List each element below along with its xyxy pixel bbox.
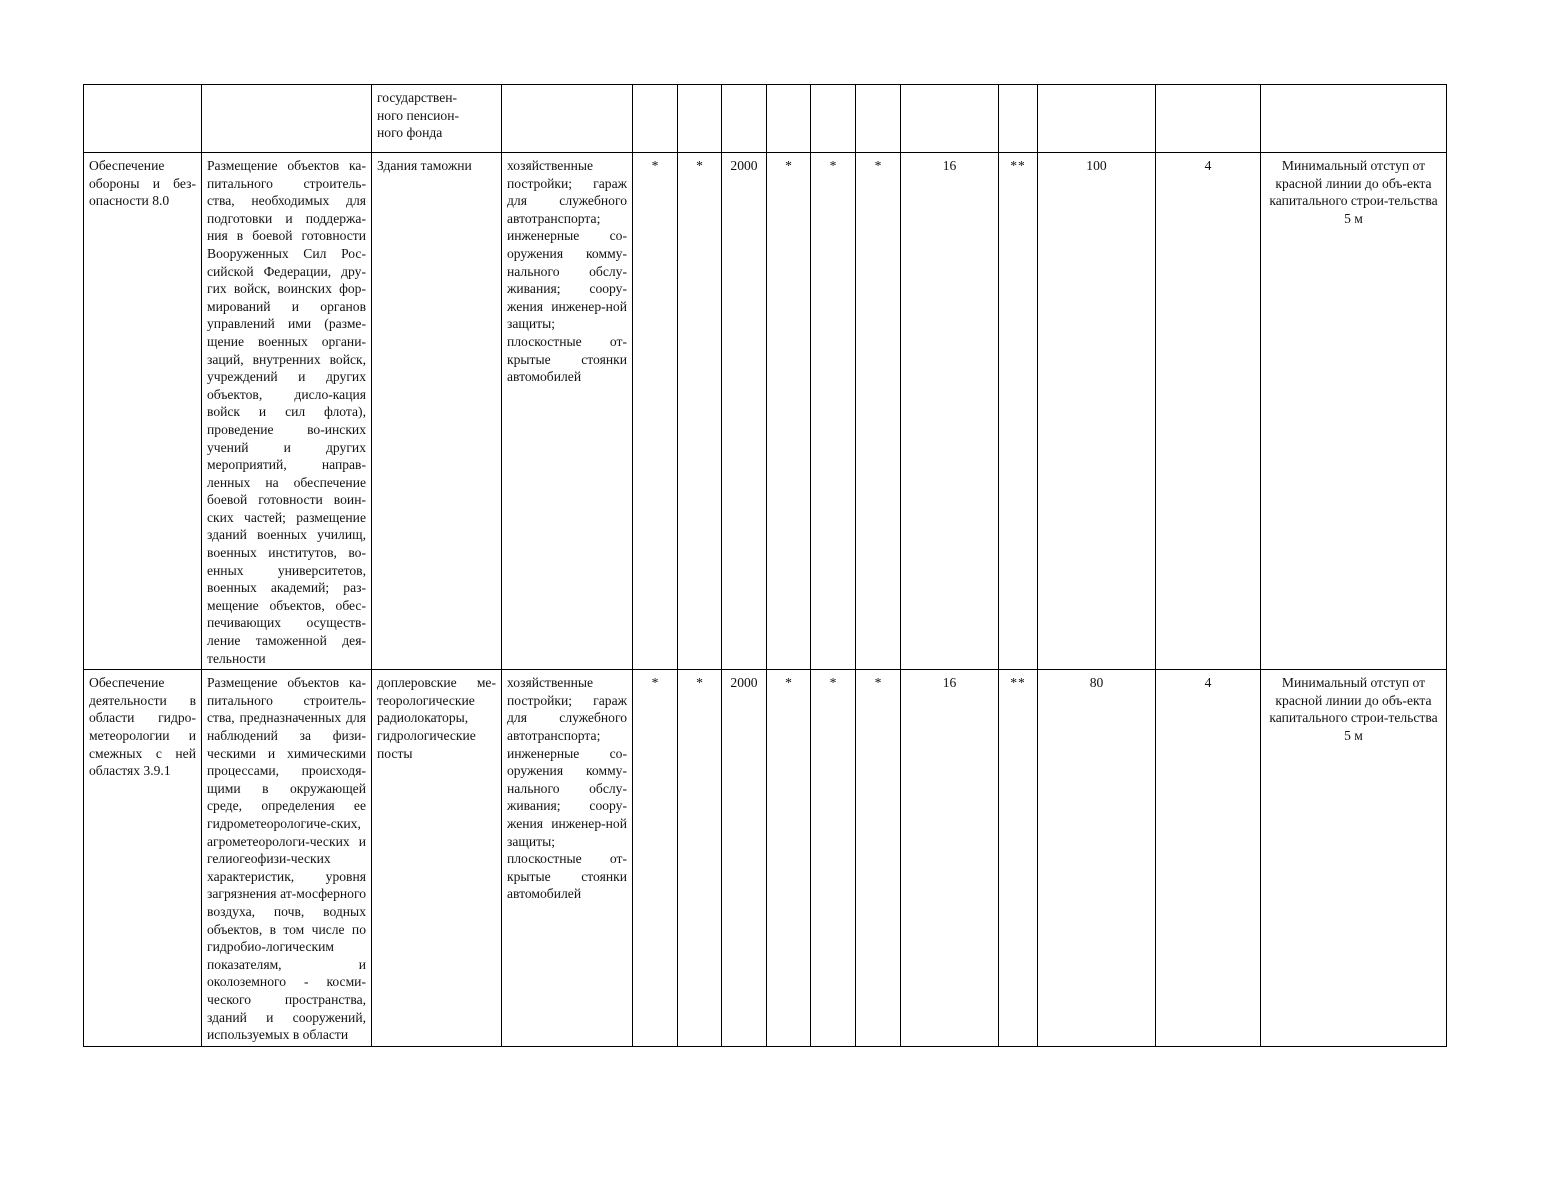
param-cell-5: * [633,153,678,670]
param-cell-7: 2000 [722,670,767,1046]
notes-cell: Минимальный отступ от красной линии до объ-екта капитального строи-тельства 5 м [1261,153,1447,670]
notes-cell [1261,85,1447,153]
regulations-table [83,84,1447,1047]
param-cell-5 [633,85,678,153]
auxiliary-use-cell [502,85,633,153]
param-cell-11: 16 [901,153,999,670]
table-row [84,85,1447,153]
param-cell-14 [1156,85,1261,153]
param-cell-10 [856,85,901,153]
param-cell-11 [901,85,999,153]
param-cell-12: ** [999,670,1038,1046]
param-cell-14: 4 [1156,670,1261,1046]
main-use-cell: доплеровские ме-теорологические радиолокаторы, гидрологические посты [372,670,502,1046]
param-cell-10: * [856,153,901,670]
param-cell-12 [999,85,1038,153]
param-cell-11: 16 [901,670,999,1046]
param-cell-12: ** [999,153,1038,670]
description-cell: Размещение объектов ка-питального строитель-ства, предназначенных для наблюдений за физи-ческими и химическими процессами, происходя-щими в окружающей среде, определения ее гидрометеорологиче-ских, агрометеорологи-ческих и гелиогеофизи-ческих характеристик, уровня загрязнения ат-мосферного воздуха, почв, водных объектов, в том числе по гидробио-логическим показателям, и околоземного - косми-ческого пространства, зданий и сооружений, используемых в области [202,670,372,1046]
auxiliary-use-cell: хозяйственные постройки; гараж для служебного автотранспорта; инженерные со-оружения комму-нального обслу-живания; соору-жения инженер-ной защиты; плоскостные от-крытые стоянки автомобилей [502,670,633,1046]
land-use-type-cell: Обеспечение деятельности в области гидро-метеорологии и смежных с ней областях 3.9.1 [84,670,202,1046]
param-cell-9: * [811,153,856,670]
param-cell-8: * [767,670,811,1046]
param-cell-9 [811,85,856,153]
description-cell: Размещение объектов ка-питального строитель-ства, необходимых для подготовки и поддержа-ния в боевой готовности Вооруженных Сил Рос-сийской Федерации, дру-гих войск, воинских фор-мирований и органов управлений ими (разме-щение военных органи-заций, внутренних войск, учреждений и других объектов, дисло-кация войск и сил флота), проведение во-инских учений и других мероприятий, направ-ленных на обеспечение боевой готовности воин-ских частей; размещение зданий военных училищ, военных институтов, во-енных университетов, военных академий; раз-мещение объектов, обес-печивающих осуществ-ление таможенной дея-тельности [202,153,372,670]
param-cell-13: 80 [1038,670,1156,1046]
param-cell-13 [1038,85,1156,153]
param-cell-5: * [633,670,678,1046]
param-cell-8: * [767,153,811,670]
param-cell-6: * [678,670,722,1046]
param-cell-14: 4 [1156,153,1261,670]
notes-cell: Минимальный отступ от красной линии до объ-екта капитального строи-тельства 5 м [1261,670,1447,1046]
description-cell [202,85,372,153]
param-cell-10: * [856,670,901,1046]
land-use-type-cell [84,85,202,153]
param-cell-6 [678,85,722,153]
param-cell-7: 2000 [722,153,767,670]
param-cell-9: * [811,670,856,1046]
land-use-type-cell: Обеспечение обороны и без-опасности 8.0 [84,153,202,670]
table-row [84,153,1447,670]
table-row [84,670,1447,1046]
param-cell-6: * [678,153,722,670]
param-cell-13: 100 [1038,153,1156,670]
param-cell-8 [767,85,811,153]
main-use-cell: Здания таможни [372,153,502,670]
main-use-cell: государствен- ного пенсион- ного фонда [372,85,502,153]
param-cell-7 [722,85,767,153]
auxiliary-use-cell: хозяйственные постройки; гараж для служебного автотранспорта; инженерные со-оружения комму-нального обслу-живания; соору-жения инженер-ной защиты; плоскостные от-крытые стоянки автомобилей [502,153,633,670]
